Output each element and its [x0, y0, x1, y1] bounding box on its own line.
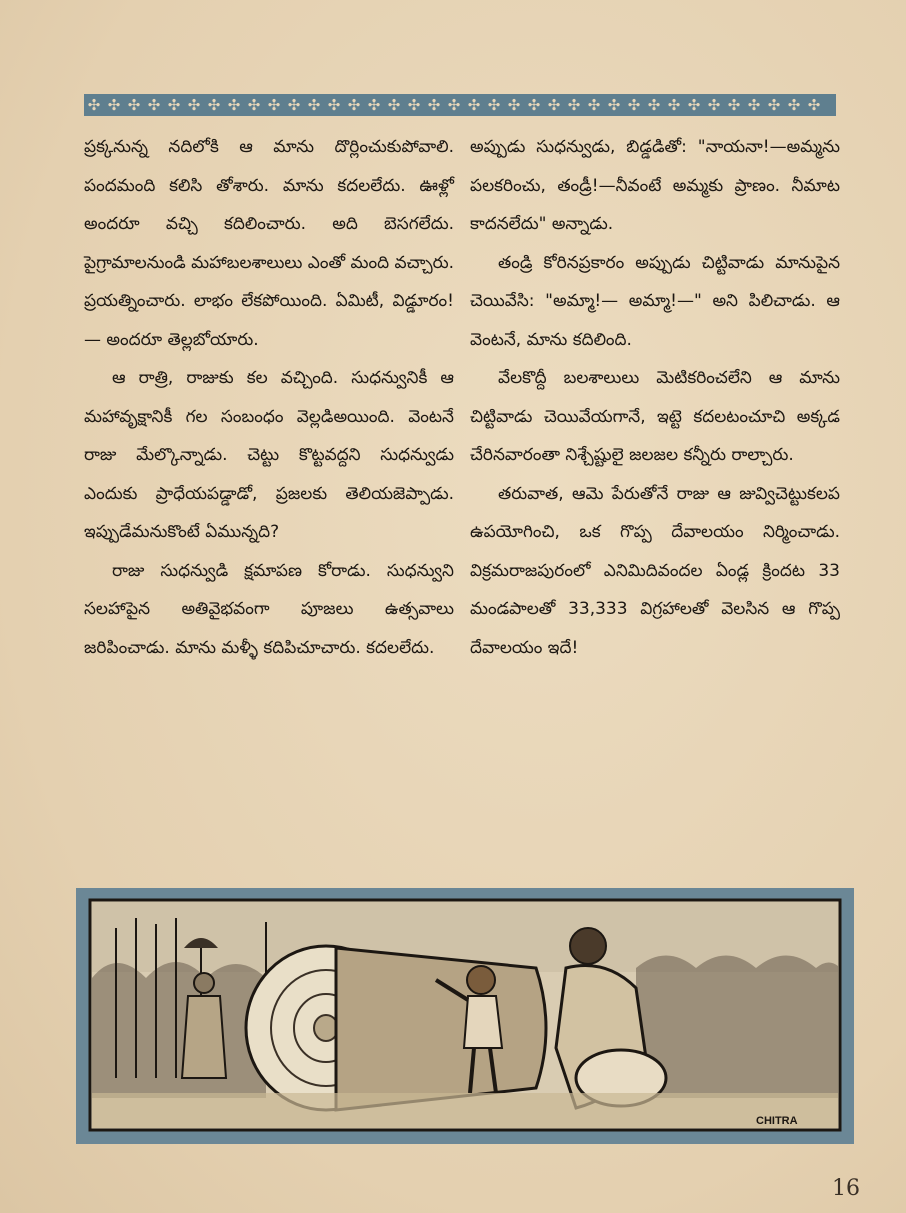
ornament-cross-icon: ✣ [107, 96, 121, 114]
ornament-cross-icon: ✣ [387, 96, 401, 114]
ornament-cross-icon: ✣ [527, 96, 541, 114]
ornament-cross-icon: ✣ [247, 96, 261, 114]
ornament-cross-icon: ✣ [487, 96, 501, 114]
ornament-cross-icon: ✣ [767, 96, 781, 114]
paragraph: వేలకొద్దీ బలశాలులు మెటికరించలేని ఆ మాను చిట్టివాడు చెయివేయగానే, ఇట్టె కదలటంచూచి అక్కడ చేరినవారంతా నిశ్చేష్టులై జలజల కన్నీరు రాల్చారు. [470, 368, 840, 465]
ornament-cross-icon: ✣ [787, 96, 801, 114]
ornament-cross-icon: ✣ [347, 96, 361, 114]
ornament-cross-icon: ✣ [507, 96, 521, 114]
paragraph: అప్పుడు సుధన్వుడు, బిడ్డడితో: "నాయనా!—అమ్మను పలకరించు, తండ్రీ!—నీవంటే అమ్మకు ప్రాణం. నీమాట కాదనలేదు" అన్నాడు. [470, 137, 840, 234]
ornament-cross-icon: ✣ [167, 96, 181, 114]
ornament-cross-icon: ✣ [287, 96, 301, 114]
paragraph: తండ్రి కోరినప్రకారం అప్పుడు చిట్టివాడు మానుపైన చెయివేసి: "అమ్మా!— అమ్మా!—" అని పిలిచాడు. ఆ వెంటనే, మాను కదిలింది. [470, 252, 840, 350]
ornament-cross-icon: ✣ [327, 96, 341, 114]
paragraph: తరువాత, ఆమె పేరుతోనే రాజు ఆ జువ్విచెట్టుకలప ఉపయోగించి, ఒక గొప్ప దేవాలయం నిర్మించాడు. విక్రమరాజపురంలో ఎనిమిదివందల ఏండ్ల క్రిందట 33 మండపాలతో 33,333 విగ్రహాలతో వెలసిన ఆ గొప్ప దేవాలయం ఇదే! [470, 483, 840, 658]
ground [92, 1093, 838, 1128]
ornament-cross-icon: ✣ [647, 96, 661, 114]
ornament-cross-icon: ✣ [747, 96, 761, 114]
paragraph: ఆ రాత్రి, రాజుకు కల వచ్చింది. సుధన్వునికీ ఆ మహావృక్షానికీ గల సంబంధం వెల్లడిఅయింది. వెంటనే రాజు మేల్కొన్నాడు. చెట్టు కొట్టవద్దని సుధన్వుడు ఎందుకు ప్రాధేయపడ్డాడో, ప్రజలకు తెలియజెప్పాడు. ఇప్పుడేమనుకొంటే ఏమున్నది? [84, 368, 454, 542]
ornament-cross-icon: ✣ [667, 96, 681, 114]
ornament-cross-icon: ✣ [267, 96, 281, 114]
ornament-cross-icon: ✣ [367, 96, 381, 114]
ornament-cross-icon: ✣ [727, 96, 741, 114]
ornament-cross-icon: ✣ [427, 96, 441, 114]
ornament-cross-icon: ✣ [147, 96, 161, 114]
ornament-cross-icon: ✣ [807, 96, 821, 114]
ornament-cross-icon: ✣ [447, 96, 461, 114]
illustration-drawing [76, 888, 854, 1144]
ornament-cross-icon: ✣ [607, 96, 621, 114]
ornament-cross-icon: ✣ [467, 96, 481, 114]
ornament-cross-icon: ✣ [407, 96, 421, 114]
page-number: 16 [832, 1176, 860, 1201]
ornament-cross-icon: ✣ [187, 96, 201, 114]
ornament-cross-icon: ✣ [687, 96, 701, 114]
ornament-cross-icon: ✣ [127, 96, 141, 114]
ornament-cross-icon: ✣ [207, 96, 221, 114]
paragraph: ప్రక్కనున్న నదిలోకి ఆ మాను దొర్లించుకుపోవాలి. పందమంది కలిసి తోశారు. మాను కదలలేదు. ఊళ్లో అందరూ వచ్చి కదిలించారు. అది బెసగలేదు. పైగ్రామాలనుండి మహాబలశాలులు ఎంతో మంది వచ్చారు. ప్రయత్నించారు. లాభం లేకపోయింది. ఏమిటీ, విడ్డూరం!— అందరూ తెల్లబోయారు. [84, 137, 454, 350]
ornament-cross-icon: ✣ [87, 96, 101, 114]
story-illustration [76, 888, 854, 1144]
ornament-cross-icon: ✣ [707, 96, 721, 114]
decorative-border-band [84, 94, 836, 116]
ornament-cross-icon: ✣ [227, 96, 241, 114]
log-body [336, 948, 546, 1110]
left-text-column [84, 128, 454, 667]
ornament-cross-icon: ✣ [547, 96, 561, 114]
ornament-cross-icon: ✣ [567, 96, 581, 114]
ornament-cross-icon: ✣ [307, 96, 321, 114]
artist-signature: CHITRA [756, 1115, 798, 1127]
ornament-cross-icon: ✣ [587, 96, 601, 114]
paragraph: రాజు సుధన్వుడి క్షమాపణ కోరాడు. సుధన్వుని సలహాపైన అతివైభవంగా పూజలు ఉత్సవాలు జరిపించాడు. మాను మళ్ళీ కదిపిచూచారు. కదలలేదు. [84, 560, 454, 658]
right-text-column [470, 128, 840, 667]
ornament-cross-icon: ✣ [627, 96, 641, 114]
